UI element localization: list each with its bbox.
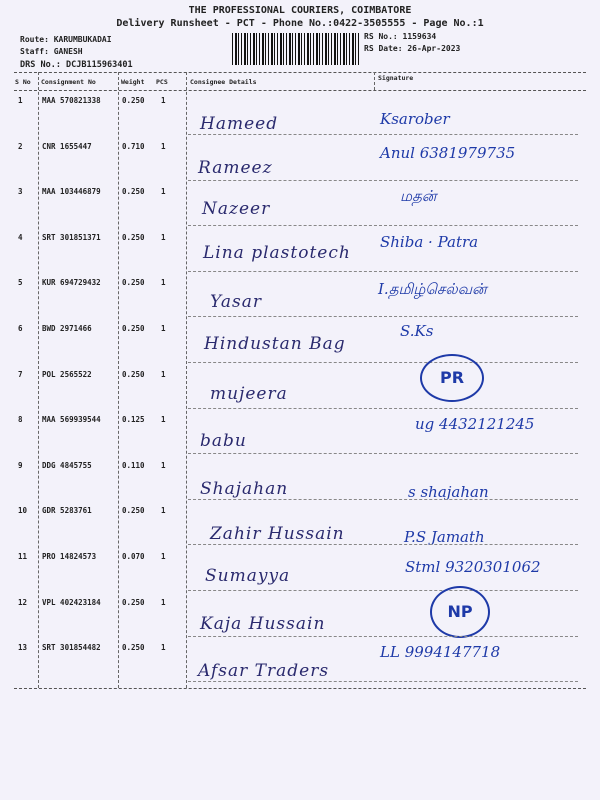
- col-weight: Weight: [121, 78, 145, 86]
- row-consignment-no: PRO 14824573: [42, 552, 97, 561]
- row-rule: [188, 453, 578, 454]
- row-sno: 2: [18, 141, 23, 151]
- row-consignment-no: CNR 1655447: [42, 141, 92, 151]
- row-sno: 10: [18, 506, 28, 516]
- row-sno: 4: [18, 232, 23, 242]
- row-pcs: 1: [161, 597, 166, 607]
- row-pcs: 1: [161, 232, 166, 242]
- row-signature: மதன்: [400, 187, 437, 206]
- table-header-rule: [14, 90, 586, 91]
- row-weight: 0.250: [122, 232, 145, 242]
- row-consignment-no: DDG 4845755: [42, 460, 92, 470]
- row-rule: [188, 499, 578, 500]
- row-rule: [188, 408, 578, 409]
- row-signature: Anul 6381979735: [380, 143, 516, 162]
- row-signature: s shajahan: [408, 482, 489, 501]
- col-consignee: Consignee Details: [190, 78, 257, 86]
- table-top-rule: [14, 72, 586, 73]
- col-sno: S No: [15, 78, 31, 86]
- table-bottom-rule: [14, 688, 586, 689]
- row-rule: [188, 636, 578, 637]
- row-sno: 7: [18, 369, 23, 379]
- row-signature: LL 9994147718: [380, 643, 501, 662]
- row-rule: [188, 590, 578, 591]
- row-signature: I.தமிழ்செல்வன்: [378, 280, 487, 299]
- staff-label: Staff: GANESH: [20, 47, 83, 56]
- row-consignee-handwritten: Shajahan: [200, 478, 289, 499]
- col-consignment: Consignment No: [41, 78, 96, 86]
- row-consignment-no: SRT 301854482: [42, 643, 101, 653]
- row-weight: 0.070: [122, 552, 145, 561]
- row-consignee-handwritten: babu: [200, 431, 247, 452]
- row-rule: [188, 180, 578, 181]
- row-consignment-no: POL 2565522: [42, 369, 92, 379]
- row-pcs: 1: [161, 506, 166, 516]
- row-consignee-handwritten: Afsar Traders: [198, 661, 330, 682]
- row-consignment-no: GDR 5283761: [42, 506, 92, 516]
- row-pcs: 1: [161, 460, 166, 470]
- row-sno: 9: [18, 460, 23, 470]
- row-weight: 0.250: [122, 597, 145, 607]
- row-pcs: 1: [161, 324, 166, 333]
- row-rule: [188, 544, 578, 545]
- col-divider: [186, 72, 187, 688]
- row-consignment-no: BWD 2971466: [42, 324, 92, 333]
- col-pcs: PCS: [156, 78, 168, 86]
- row-consignment-no: VPL 402423184: [42, 597, 101, 607]
- row-pcs: 1: [161, 415, 166, 425]
- row-weight: 0.110: [122, 460, 145, 470]
- row-consignee-handwritten: Kaja Hussain: [200, 613, 326, 634]
- row-weight: 0.250: [122, 643, 145, 653]
- row-rule: [188, 271, 578, 272]
- row-consignment-no: KUR 694729432: [42, 278, 101, 288]
- route-label: Route: KARUMBUKADAI: [20, 35, 112, 44]
- col-divider: [374, 72, 375, 90]
- row-signature-stamp: NP: [430, 586, 490, 638]
- row-pcs: 1: [161, 643, 166, 653]
- row-signature: ug 4432121245: [415, 415, 535, 434]
- row-signature: Shiba · Patra: [380, 232, 479, 251]
- row-pcs: 1: [161, 278, 166, 288]
- row-pcs: 1: [161, 552, 166, 561]
- row-weight: 0.125: [122, 415, 145, 425]
- row-weight: 0.250: [122, 506, 145, 516]
- row-pcs: 1: [161, 141, 166, 151]
- row-sno: 13: [18, 643, 28, 653]
- row-weight: 0.710: [122, 141, 145, 151]
- row-pcs: 1: [161, 187, 166, 197]
- row-sno: 1: [18, 96, 23, 105]
- rs-date: RS Date: 26-Apr-2023: [364, 44, 461, 53]
- row-consignee-handwritten: Lina plastotech: [203, 242, 351, 263]
- row-sno: 6: [18, 324, 23, 333]
- row-sno: 8: [18, 415, 23, 425]
- row-consignment-no: MAA 569939544: [42, 415, 101, 425]
- col-signature: Signature: [378, 74, 414, 82]
- row-rule: [188, 316, 578, 317]
- row-consignee-handwritten: Sumayya: [205, 566, 291, 586]
- row-rule: [188, 225, 578, 226]
- row-rule: [188, 134, 578, 135]
- row-weight: 0.250: [122, 187, 145, 197]
- row-pcs: 1: [161, 96, 166, 105]
- row-weight: 0.250: [122, 278, 145, 288]
- row-rule: [188, 362, 578, 363]
- row-consignment-no: MAA 103446879: [42, 187, 101, 197]
- row-signature: Ksarober: [380, 110, 450, 128]
- row-signature: P.S Jamath: [404, 528, 485, 547]
- row-consignment-no: SRT 301851371: [42, 232, 101, 242]
- row-consignee-handwritten: mujeera: [210, 383, 288, 404]
- row-weight: 0.250: [122, 324, 145, 333]
- row-sno: 5: [18, 278, 23, 288]
- drs-number: DRS No.: DCJB115963401: [20, 60, 133, 70]
- row-consignment-no: MAA 570821338: [42, 96, 101, 105]
- row-signature: Stml 9320301062: [405, 558, 541, 576]
- row-consignee-handwritten: Nazeer: [202, 199, 271, 220]
- runsheet-subtitle: Delivery Runsheet - PCT - Phone No.:0422-3505555 - Page No.:1: [116, 18, 484, 29]
- row-sno: 11: [18, 552, 28, 561]
- row-pcs: 1: [161, 369, 166, 379]
- col-divider: [38, 72, 39, 688]
- col-divider: [118, 72, 119, 688]
- row-consignee-handwritten: Rameez: [198, 157, 273, 178]
- row-consignee-handwritten: Hameed: [200, 114, 279, 134]
- row-consignee-handwritten: Zahir Hussain: [210, 524, 345, 545]
- row-consignee-handwritten: Hindustan Bag: [204, 334, 346, 354]
- row-signature: S.Ks: [400, 322, 434, 340]
- runsheet-title: THE PROFESSIONAL COURIERS, COIMBATORE: [188, 5, 412, 16]
- row-sno: 12: [18, 597, 28, 607]
- row-rule: [188, 681, 578, 682]
- row-consignee-handwritten: Yasar: [210, 292, 263, 313]
- row-weight: 0.250: [122, 96, 145, 105]
- row-signature-stamp: PR: [420, 354, 484, 402]
- row-sno: 3: [18, 187, 23, 197]
- rs-number: RS No.: 1159634: [364, 32, 437, 41]
- row-weight: 0.250: [122, 369, 145, 379]
- barcode: [232, 33, 360, 65]
